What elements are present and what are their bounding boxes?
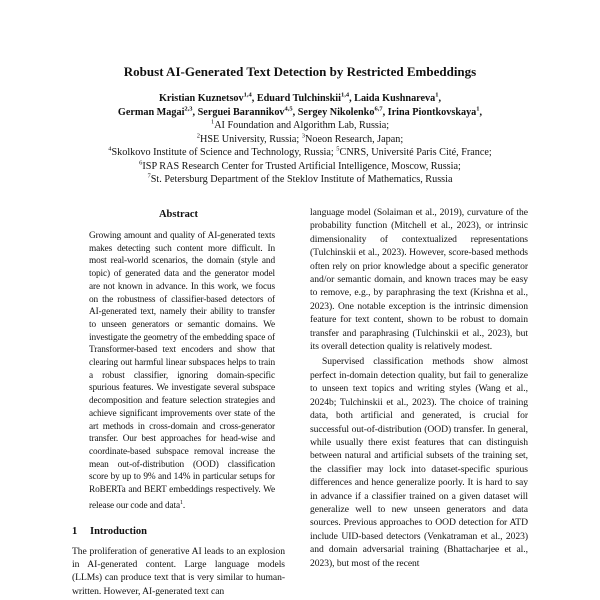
affil-mark: 1: [210, 118, 215, 126]
affil-mark: 7: [147, 172, 151, 180]
affil-text: Skolkovo Institute of Science and Technology, Russia;: [111, 147, 337, 158]
footnote-mark: 1: [179, 499, 183, 506]
affiliation-line: [0, 173, 600, 187]
affiliation-line: [0, 146, 600, 160]
author-name: Sergey Nikolenko: [297, 106, 375, 118]
section-title: Introduction: [90, 525, 147, 537]
author-name: German Magai: [117, 106, 185, 118]
author-affil-mark: 6,7: [374, 105, 383, 113]
body-paragraph: language model (Solaiman et al., 2019), curvature of the probability function (Mitchell et al., 2023), or intrinsic dimensionality of contextualized representations (Tulchinskii et al., 2023). However, score-based methods often rely on prior knowledge about a specific generator and/or semantic domain, and known traces may be easy to remove, e.g., by paraphrasing the text (Krishna et al., 2023). One notable exception is the intrinsic dimension feature for text content, shown to be robust to domain transfer and paraphrasing (Tulchinskii et al., 2023), but its overall detection quality is relatively modest.: [310, 207, 528, 353]
affil-mark: 2: [196, 132, 201, 140]
author-name: Laida Kushnareva: [354, 93, 436, 104]
author-affil-mark: 2,3: [184, 105, 193, 113]
authors-line-2: German Magai$^{2,3}$, Serguei Barannikov$^{4,5}$, Sergey Nikolenko$^{6,7}$, Irina Piontkovskaya$^1$,: [117, 105, 483, 118]
left-column: [72, 208, 285, 600]
authors-line-1: Kristian Kuznetsov$^{1,4}$, Eduard Tulchinskii$^{1,4}$, Laida Kushnareva$^1$,: [158, 91, 442, 104]
author-name: Kristian Kuznetsov: [158, 93, 244, 104]
affil-mark: 5: [336, 145, 340, 153]
abstract-heading: Abstract: [158, 209, 199, 220]
affiliation-line: [0, 160, 600, 174]
affiliation-line: [0, 133, 600, 147]
affil-text: AI Foundation and Algorithm Lab, Russia;: [214, 120, 390, 131]
author-name: Eduard Tulchinskii: [256, 93, 341, 104]
author-affil-mark: 1: [476, 105, 480, 113]
author-affil-mark: 4,5: [284, 105, 293, 113]
section-heading-introduction: [72, 525, 285, 539]
affil-mark: 6: [139, 159, 143, 167]
body-paragraph: Supervised classification methods show almost perfect in-domain detection quality, but fail to generalize to unseen text topics and writing styles (Wang et al., 2024b; Tulchinskii et al., 2023). The choice of training data, both artificial and generated, is crucial for successful out-of-distribution (OOD) transfer. In general, while usually there exist features that can distinguish between natural and artificial subsets of the training set, the classifier may lock into dataset-specific spurious differences and hence generalize poorly. It is hard to say in advance if a classifier trained on a given dataset will generalize well to new unseen generators and data sources. Previous approaches to OOD detection for ATD include UID-based detectors (Venkatraman et al., 2023) and domain adversarial training (Bhattacharjee et al., 2023), but most of the recent: [310, 356, 528, 569]
affil-mark: 4: [108, 145, 112, 153]
author-affil-mark: 1,4: [340, 91, 350, 99]
affil-text: St. Petersburg Department of the Steklov Institute of Mathematics, Russia: [150, 174, 453, 185]
section-number: 1: [72, 525, 78, 537]
affil-text: HSE University, Russia;: [200, 133, 302, 145]
abstract-body: Growing amount and quality of AI-generated texts makes detecting such content more difficult. In most real-world scenarios, the domain (style and topic) of generated data and the generator model are not known in advance. In this work, we focus on the robustness of classifier-based detectors of AI-generated text, namely their ability to transfer to unseen generators or semantic domains. We investigate the geometry of the embedding space of Transformer-based text encoders and show that clearing out harmful linear subspaces helps to train a robust classifier, ignoring domain-specific spurious features. We investigate several subspace decomposition and feature selection strategies and achieve significant improvements over state of the art methods in cross-domain and cross-generator transfer. Our best approaches for head-wise and coordinate-based subspace removal increase the mean out-of-distribution (OOD) classification score by up to 9% and 14% in particular setups for RoBERTa and BERT embeddings respectively. We release our code and data: [89, 231, 275, 511]
abstract-text: Growing amount and quality of AI-generated texts makes detecting such content more difficult. In most real-world scenarios, the domain (style and topic) of generated data and the generator model are not known in advance. In this work, we focus on the robustness of classifier-based detectors of AI-generated text, namely their ability to transfer to unseen generators or semantic domains. We investigate the geometry of the embedding space of Transformer-based text encoders and show that clearing out harmful linear subspaces helps to train a robust classifier, ignoring domain-specific spurious features. We investigate several subspace decomposition and feature selection strategies and achieve significant improvements over state of the art methods in cross-domain and cross-generator transfer. Our best approaches for head-wise and coordinate-based subspace removal increase the mean out-of-distribution (OOD) classification score by up to 9% and 14% in particular setups for RoBERTa and BERT embeddings respectively. We release our code and data$^1$.: [89, 231, 275, 511]
affiliation-line: [0, 119, 600, 133]
intro-paragraph: The proliferation of generative AI leads to an explosion in AI-generated content. Large language models (LLMs) can produce text that is very similar to human-written. However, AI-generated text can: [72, 545, 285, 597]
paper-title: Robust AI-Generated Text Detection by Restricted Embeddings: [123, 64, 477, 79]
author-affil-mark: 1,4: [243, 91, 252, 99]
affil-mark: 3: [301, 132, 306, 140]
author-affil-mark: 1: [435, 91, 439, 99]
affil-text: ISP RAS Research Center for Trusted Artificial Intelligence, Moscow, Russia;: [142, 160, 461, 172]
author-name: Serguei Barannikov: [197, 106, 285, 118]
affil-text: Noeon Research, Japan;: [305, 133, 404, 145]
author-name: Irina Piontkovskaya: [387, 106, 477, 118]
affil-text: CNRS, Université Paris Cité, France;: [339, 147, 492, 158]
right-column: [310, 206, 528, 598]
author-block: [0, 92, 600, 187]
